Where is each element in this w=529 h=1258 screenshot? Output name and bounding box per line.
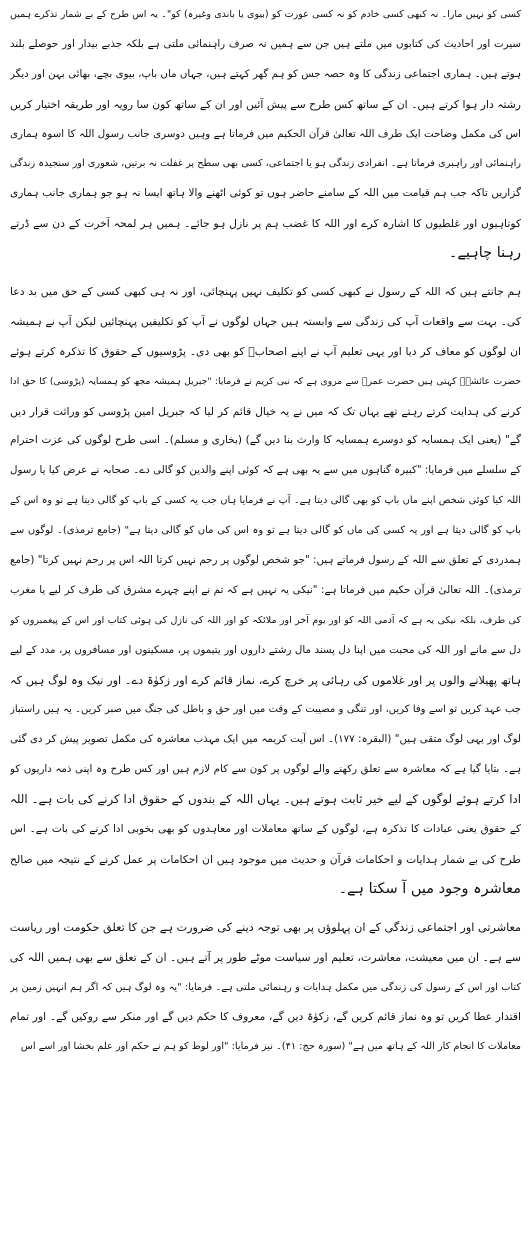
paragraph-2: [10, 277, 521, 905]
text-line: معاشرہ وجود میں آ سکتا ہے۔: [338, 880, 521, 897]
text-line: گزاریں تاکہ جب ہم قیامت میں اللہ کے سامنے حاضر ہوں تو کوئی اٹھنے والا ہاتھ ایسا نہ ہو جو ہماری جانب ہماری: [10, 187, 521, 200]
text-line: ان لوگوں کو معاف کر دیا اور یہی تعلیم آپ نے اپنے اصحابؓ کو بھی دی۔ پڑوسیوں کے حقوق کا تذکرہ کرتے ہوئے: [10, 344, 521, 358]
paragraph-1: [10, 0, 521, 269]
text-line: ہوتے ہیں۔ ہماری اجتماعی زندگی کا وہ حصہ جس کو ہم گھر کہتے ہیں، جہاں ماں باپ، بیوی بچے، بھائی بہن اور دیگر: [10, 67, 521, 80]
text-line: کسی کو نہیں مارا۔ نہ کبھی کسی خادم کو نہ کسی عورت کو (بیوی یا باندی وغیرہ) کو"۔ یہ اس طرح کے بے شمار تذکرے ہمیں: [10, 9, 521, 20]
text-line: ہاتھ پھیلانے والوں پر اور غلاموں کی رہائی پر خرچ کرے، نماز قائم کرے اور زکوٰۃ دے۔ اور نیک وہ لوگ ہیں کہ: [10, 673, 521, 687]
text-line: کتاب اور اس کے رسول کی زندگی میں مکمل ہدایات و رہنمائی ملتی ہے۔ فرمایا: "یہ وہ لوگ ہیں کہ اگر ہم انہیں زمین پر: [10, 981, 521, 993]
text-line: راہنمائی اور راہبری فرماتا ہے۔ انفرادی زندگی ہو یا اجتماعی، کسی بھی سطح پر غفلت نہ برتیں، شعوری اور سنجیدہ زندگی: [10, 158, 521, 170]
text-line: دل سے مانے اور اللہ کی محبت میں اپنا دل پسند مال رشتے داروں اور یتیموں پر، مسکینوں اور مسافروں پر، مدد کے لیے: [10, 643, 521, 656]
text-line: کے سلسلے میں فرمایا: "کبیرہ گناہوں میں سے یہ بھی ہے کہ کوئی اپنے والدین کو گالی دے۔ صحابہ نے عرض کیا یا رسول: [10, 464, 521, 477]
text-line: ہم جانتے ہیں کہ اللہ کے رسول نے کبھی کسی کو تکلیف نہیں پہنچائی، اور نہ ہی کبھی کسی کے حق میں بد دعا: [10, 285, 521, 299]
text-line: معاشرتی اور اجتماعی زندگی کے ان پہلوؤں پر بھی توجہ دینے کی ضرورت ہے جن کا تعلق حکومت اور ریاست: [10, 920, 521, 934]
text-line: گے" (یعنی ایک ہمسایہ کو دوسرے ہمسایہ کا وارث بنا دیں گے) (بخاری و مسلم)۔ اسی طرح لوگوں کی عزت احترام: [10, 434, 521, 447]
text-line: کرنے کی ہدایت کرتے رہتے تھے یہاں تک کہ میں نے یہ خیال قائم کر لیا کہ جبریل امین پڑوسی کو وراثت قرار دیں: [10, 404, 521, 418]
text-line: ہے۔ بتایا گیا ہے کہ معاشرہ سے تعلق رکھنے والے لوگوں پر کون سے کام لازم ہیں اور کس طرح وہ اپنی ذمہ داریوں کو: [10, 763, 521, 776]
paragraph-3: [10, 913, 521, 1062]
text-line: کی طرف، بلکہ نیکی یہ ہے کہ آدمی اللہ کو اور یوم آخر اور ملائکہ کو اور اللہ کی نازل کی ہوئی کتاب اور اس کے پیغمبروں کو: [10, 614, 521, 626]
text-line: معاملات کا انجام کار اللہ کے ہاتھ میں ہے" (سورہ حج: ۴۱)۔ نیز فرمایا: "اور لوط کو ہم نے حکم اور علم بخشا اور اسے اس: [20, 1041, 521, 1053]
text-line: حضرت عائشہؓ کہتی ہیں حضرت عمرؓ سے مروی ہے کہ نبی کریم نے فرمایا: "جبریل ہمیشہ مجھ کو ہمسایہ (پڑوسی) کا حق ادا: [10, 375, 521, 387]
text-line: اللہ کیا کوئی شخص اپنے ماں باپ کو بھی گالی دیتا ہے۔ آپ نے فرمایا ہاں جب یہ کسی کے باپ کو گالی دیتا ہے تو وہ اس کے: [10, 495, 521, 507]
text-line: جب عہد کریں تو اسے وفا کریں، اور تنگی و مصیبت کے وقت میں اور حق و باطل کی جنگ میں صبر کریں۔ یہ ہیں راستباز: [10, 704, 521, 716]
text-line: لوگ اور یہی لوگ متقی ہیں" (البقرہ: ۱۷۷)۔ اس آیت کریمہ میں ایک مہذب معاشرہ کی مکمل تصویر پیش کر دی گئی: [10, 733, 521, 746]
text-line: ترمذی)۔ اللہ تعالیٰ قرآن حکیم میں فرماتا ہے: "نیکی یہ نہیں ہے کہ تم نے اپنے چہرے مشرق کی طرف کر لیے یا مغرب: [10, 583, 521, 596]
paragraph-gap: [10, 905, 521, 913]
paragraph-gap: [10, 269, 521, 277]
text-line: رشتہ دار ہوا کرتے ہیں۔ ان کے ساتھ کس طرح سے پیش آئیں اور ان کے ساتھ کون سا رویہ اور طریقہ اختیار کریں: [10, 97, 521, 111]
text-line: اس کی مکمل وضاحت ایک طرف اللہ تعالیٰ قرآن الحکیم میں فرماتا ہے وہیں دوسری جانب رسول اللہ کا اسوہ ہماری: [10, 127, 521, 140]
text-line: ہمدردی کے تعلق سے اللہ کے رسول فرماتے ہیں: "جو شخص لوگوں پر رحم نہیں کرتا اللہ اس پر رحم نہیں کرتا" (جامع: [10, 554, 521, 567]
text-line: سیرت اور احادیث کی کتابوں میں ملتے ہیں جن سے ہمیں نہ صرف راہنمائی ملتی ہے بلکہ جذبے بیدار اور حوصلے بلند: [10, 37, 521, 50]
text-line: کوتاہیوں اور غلطیوں کا اشارہ کرے اور اللہ کا غضب ہم پر نازل ہو جائے۔ ہمیں ہر لمحہ آخرت کے دن سے ڈرتے: [10, 217, 521, 231]
text-line: کی۔ بہت سے واقعات آپ کی زندگی سے وابستہ ہیں جہاں لوگوں نے آپ کو تکلیفیں پہنچائیں لیکن آپ نے ہمیشہ: [10, 314, 521, 328]
text-line: طرح کی بے شمار ہدایات و احکامات قرآن و حدیث میں موجود ہیں ان احکامات پر عمل کرنے کے نتیجہ میں صالح: [10, 852, 521, 866]
text-line: باپ کو گالی دیتا ہے اور یہ کسی کی ماں کو گالی دیتا ہے تو وہ اس کی ماں کو گالی دیتا ہے" (جامع ترمذی)۔ لوگوں سے: [10, 525, 521, 537]
text-line: کے حقوق یعنی عبادات کا تذکرہ ہے، لوگوں کے ساتھ معاملات اور معاہدوں کو بھی بخوبی ادا کرنے کی بات ہے۔ اس: [10, 823, 521, 836]
text-line: ادا کرتے ہوئے لوگوں کے لیے خیر ثابت ہوتے ہیں۔ یہاں اللہ کے بندوں کے حقوق ادا کرنے کی بات ہے۔ اللہ: [10, 792, 521, 807]
text-line: رہنا چاہیے۔: [448, 245, 521, 262]
text-line: اقتدار عطا کریں تو وہ نماز قائم کریں گے، زکوٰۃ دیں گے، معروف کا حکم دیں گے اور منکر سے روکیں گے۔ اور تمام: [10, 1010, 521, 1024]
text-line: سے ہے۔ ان میں معیشت، معاشرت، تعلیم اور سیاست موٹے طور پر آتے ہیں۔ ان کے تعلق سے بھی ہمیں اللہ کی: [10, 950, 521, 964]
